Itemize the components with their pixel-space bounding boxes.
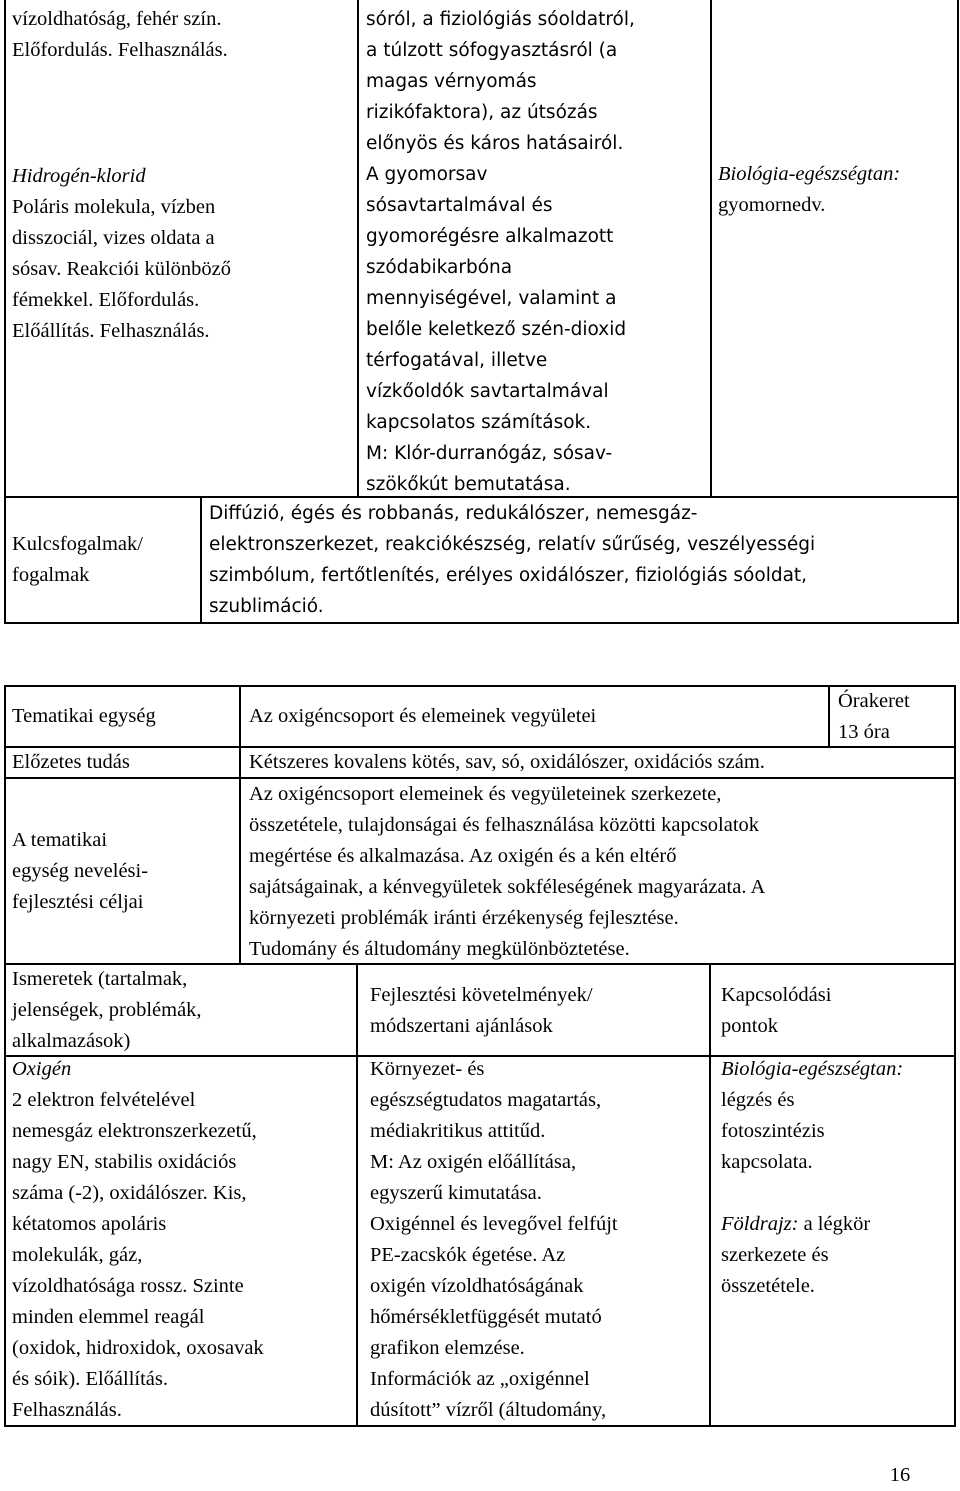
bt-col-divider-1 xyxy=(356,963,358,1427)
bt-top-border xyxy=(4,685,956,687)
text-line: Kapcsolódási xyxy=(721,984,832,1006)
top-table-divider-1 xyxy=(357,0,359,498)
text-line: Környezet- és xyxy=(370,1058,485,1080)
links-col xyxy=(721,1054,951,1302)
keywords-label xyxy=(12,529,198,591)
head-links-col xyxy=(721,980,951,1042)
subject-label: Biológia-egészségtan: xyxy=(721,1058,904,1080)
text-line: jelenségek, problémák, xyxy=(12,999,202,1021)
text-line: vízoldhatósága rossz. Szinte xyxy=(12,1275,244,1297)
demo-prefix: M: xyxy=(370,1151,394,1173)
prior-label: Előzetes tudás xyxy=(12,751,130,773)
hours-value: 13 óra xyxy=(838,721,890,743)
keywords-content xyxy=(209,498,955,622)
text-line: környezeti problémák iránti érzékenység fejlesztése. xyxy=(249,907,679,929)
text-line: disszociál, vizes oldata a xyxy=(12,227,215,249)
text-line: rizikófaktora), az útsózás xyxy=(366,102,598,123)
text-line: gyomorégésre alkalmazott xyxy=(366,226,614,247)
text-line: összetétele, tulajdonságai és felhasználása közötti kapcsolatok xyxy=(249,814,760,836)
top-table-bottom-border xyxy=(4,622,959,624)
text-line: szublimáció. xyxy=(209,596,324,617)
top-table-right-border xyxy=(957,0,959,624)
head-requirements-col xyxy=(370,980,706,1042)
unit-title: Az oxigéncsoport és elemeinek vegyületei xyxy=(249,705,597,727)
text-line: oxigén vízoldhatóságának xyxy=(370,1275,584,1297)
text-line: megértése és alkalmazása. Az oxigén és a kén eltérő xyxy=(249,845,677,867)
top-col3-content xyxy=(718,159,956,221)
top-table-divider-2 xyxy=(710,0,712,498)
top-table-keyword-divider xyxy=(200,496,202,624)
text-line: dúsított” vízről (áltudomány, xyxy=(370,1399,607,1421)
subject-label: Biológia-egészségtan: xyxy=(718,163,901,185)
text-line: 2 elektron felvételével xyxy=(12,1089,196,1111)
text-line: nemesgáz elektronszerkezetű, xyxy=(12,1120,257,1142)
text-line: Előfordulás. Felhasználás. xyxy=(12,39,228,61)
text-line: szökőkút bemutatása. xyxy=(366,474,571,495)
text-line: kapcsolata. xyxy=(721,1151,813,1173)
subject-topic: a légkör xyxy=(798,1213,871,1235)
text-line: sóról, a fiziológiás sóoldatról, xyxy=(366,9,635,30)
text-line: egészségtudatos magatartás, xyxy=(370,1089,602,1111)
spacer xyxy=(12,66,352,161)
prior-value: Kétszeres kovalens kötés, sav, só, oxidálószer, oxidációs szám. xyxy=(249,751,765,773)
text-line: fémekkel. Előfordulás. xyxy=(12,289,200,311)
top-table-left-border xyxy=(4,0,6,624)
text-line: Az oxigéncsoport elemeinek és vegyületeinek szerkezete, xyxy=(249,783,722,805)
text-line: molekulák, gáz, xyxy=(12,1244,143,1266)
unit-label: Tematikai egység xyxy=(12,705,156,727)
top-col1-content xyxy=(12,4,352,347)
hours-cell xyxy=(838,686,952,748)
text-line: egyszerű kimutatása. xyxy=(370,1182,542,1204)
text-line: A tematikai xyxy=(12,829,108,851)
text-line: összetétele. xyxy=(721,1275,815,1297)
text-line: Fejlesztési követelmények/ xyxy=(370,984,593,1006)
text-line: mennyiségével, valamint a xyxy=(366,288,617,309)
text-line: (oxidok, hidroxidok, oxosavak xyxy=(12,1337,264,1359)
text-line: magas vérnyomás xyxy=(366,71,537,92)
text-line: elektronszerkezet, reakciókészség, relatív sűrűség, veszélyességi xyxy=(209,534,816,555)
demo-text: Az oxigén előállítása, xyxy=(393,1151,577,1173)
text-line: PE-zacskók égetése. Az xyxy=(370,1244,566,1266)
text-line: szerkezete és xyxy=(721,1244,829,1266)
text-line: grafikon elemzése. xyxy=(370,1337,525,1359)
text-line: belőle keletkező szén-dioxid xyxy=(366,319,627,340)
text-line: Oxigénnel és levegővel felfújt xyxy=(370,1213,618,1235)
text-line: hőmérsékletfüggését mutató xyxy=(370,1306,602,1328)
text-line: Kulcsfogalmak/ xyxy=(12,533,143,555)
demo-prefix: M: xyxy=(366,443,389,464)
text-line: száma (-2), oxidálószer. Kis, xyxy=(12,1182,247,1204)
text-line: fejlesztési céljai xyxy=(12,891,144,913)
compound-title: Hidrogén-klorid xyxy=(12,165,146,187)
text-line: légzés és xyxy=(721,1089,795,1111)
text-line: Diffúzió, égés és robbanás, redukálószer, nemesgáz- xyxy=(209,503,698,524)
text-line: egység nevelési- xyxy=(12,860,149,882)
text-line: sósav. Reakciói különböző xyxy=(12,258,232,280)
text-line: a túlzott sófogyasztásról (a xyxy=(366,40,618,61)
text-line: minden elemmel reagál xyxy=(12,1306,205,1328)
goals-label xyxy=(12,825,237,918)
text-line: Felhasználás. xyxy=(12,1399,122,1421)
requirements-col xyxy=(370,1054,706,1426)
text-line: módszertani ajánlások xyxy=(370,1015,553,1037)
text-line: kapcsolatos számítások. xyxy=(366,412,592,433)
goals-content xyxy=(249,779,949,965)
text-line: pontok xyxy=(721,1015,778,1037)
text-line: Poláris molekula, vízben xyxy=(12,196,216,218)
text-line: és sóik). Előállítás. xyxy=(12,1368,169,1390)
content-col xyxy=(12,1054,354,1426)
bt-col-divider-2 xyxy=(709,963,711,1427)
subject-topic: gyomornedv. xyxy=(718,194,826,216)
text-line: A gyomorsav xyxy=(366,164,488,185)
text-line: szimbólum, fertőtlenítés, erélyes oxidálószer, fiziológiás sóoldat, xyxy=(209,565,808,586)
page-number: 16 xyxy=(889,1464,911,1486)
demo-text: Klór-durranógáz, sósav- xyxy=(388,443,613,464)
text-line: előnyös és káros hatásairól. xyxy=(366,133,624,154)
text-line: térfogatával, illetve xyxy=(366,350,548,371)
text-line: szódabikarbóna xyxy=(366,257,513,278)
hours-label: Órakeret xyxy=(838,690,910,712)
subject-label: Földrajz: xyxy=(721,1213,799,1235)
text-line: sósavtartalmával és xyxy=(366,195,553,216)
text-line: alkalmazások) xyxy=(12,1030,131,1052)
text-line: vízkőoldók savtartalmával xyxy=(366,381,609,402)
content-title: Oxigén xyxy=(12,1058,72,1080)
text-line: fogalmak xyxy=(12,564,90,586)
text-line: vízoldhatóság, fehér szín. xyxy=(12,8,222,30)
demo-line xyxy=(366,438,708,469)
text-line: Tudomány és áltudomány megkülönböztetése. xyxy=(249,938,630,960)
text-line: Előállítás. Felhasználás. xyxy=(12,320,210,342)
text-line: Információk az „oxigénnel xyxy=(370,1368,590,1390)
text-line: kétatomos apoláris xyxy=(12,1213,167,1235)
text-line: fotoszintézis xyxy=(721,1120,825,1142)
spacer xyxy=(721,1178,951,1209)
text-line: sajátságainak, a kénvegyületek sokféleségének magyarázata. A xyxy=(249,876,766,898)
demo-line xyxy=(370,1147,706,1178)
bt-hours-divider xyxy=(828,685,830,748)
top-col2-content xyxy=(366,4,708,500)
text-line: nagy EN, stabilis oxidációs xyxy=(12,1151,237,1173)
text-line: médiakritikus attitűd. xyxy=(370,1120,546,1142)
head-content-col xyxy=(12,964,354,1057)
link2-line xyxy=(721,1209,951,1240)
text-line: Ismeretek (tartalmak, xyxy=(12,968,188,990)
bt-label-divider xyxy=(239,685,241,965)
